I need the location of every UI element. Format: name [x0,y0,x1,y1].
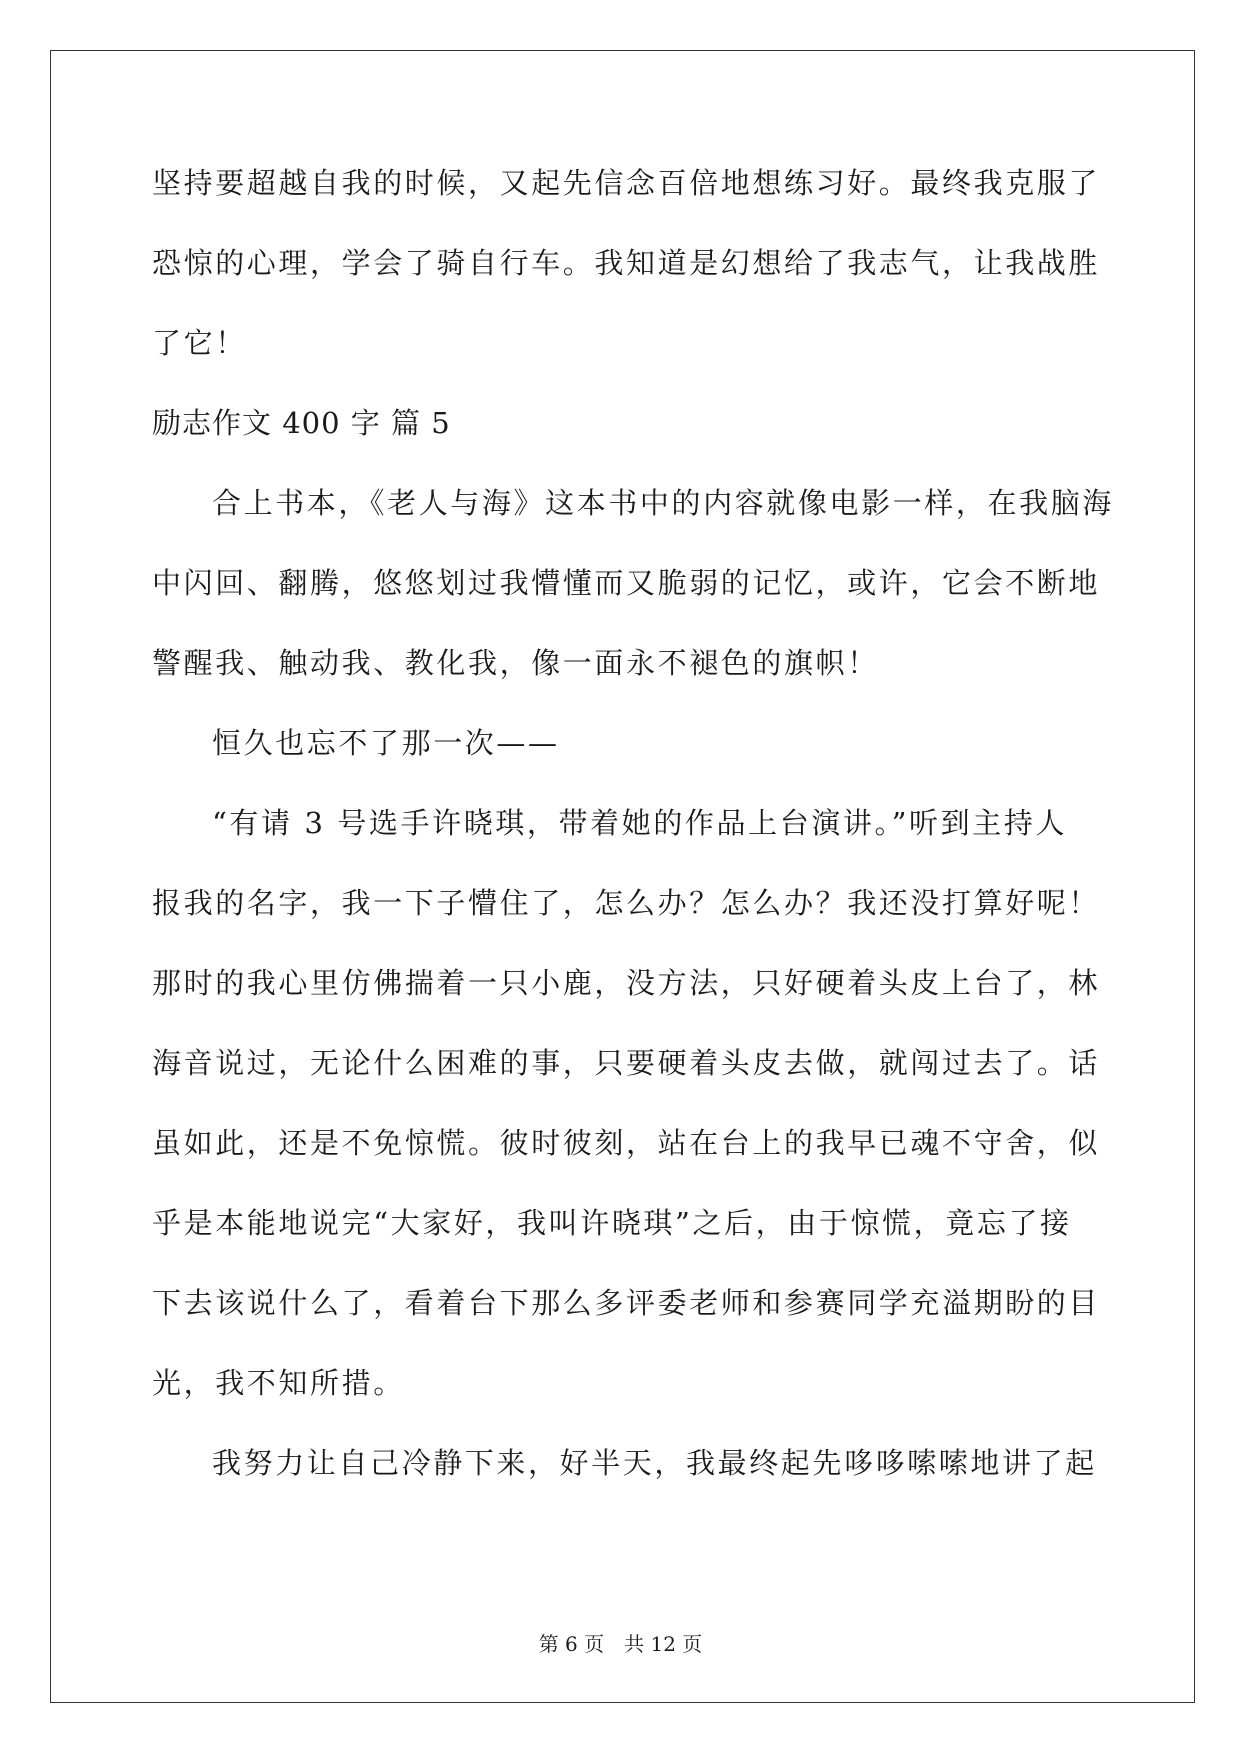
page-footer [0,1628,1241,1657]
text-line: 恐惊的心理，学会了骑自行车。我知道是幻想给了我志气，让我战胜 [152,246,1101,280]
text-line: 下去该说什么了，看着台下那么多评委老师和参赛同学充溢期盼的目 [152,1286,1101,1320]
document-body [152,160,1114,1520]
text-line: 海音说过，无论什么困难的事，只要硬着头皮去做，就闯过去了。话 [152,1046,1101,1080]
page-number: 第 6 页 [538,1632,605,1656]
text-line: 坚持要超越自我的时候，又起先信念百倍地想练习好。最终我克服了 [152,166,1101,200]
section-heading: 励志作文 400 字 篇 5 [152,406,451,440]
paragraph-first-line: 我努力让自己冷静下来，好半天，我最终起先哆哆嗦嗦地讲了起 [212,1446,1097,1480]
paragraph-first-line: 合上书本，《老人与海》这本书中的内容就像电影一样，在我脑海 [212,486,1114,520]
text-line: 中闪回、翻腾，悠悠划过我懵懂而又脆弱的记忆，或许，它会不断地 [152,566,1101,600]
text-line: 虽如此，还是不免惊慌。彼时彼刻，站在台上的我早已魂不守舍，似 [152,1126,1101,1160]
text-line: 乎是本能地说完“大家好，我叫许晓琪”之后，由于惊慌，竟忘了接 [152,1206,1072,1240]
text-line: 了它！ [152,326,247,360]
text-line: 报我的名字，我一下子懵住了，怎么办？怎么办？我还没打算好呢！ [152,886,1101,920]
text-line: 警醒我、触动我、教化我，像一面永不褪色的旗帜！ [152,646,879,680]
paragraph-first-line: “有请 3 号选手许晓琪，带着她的作品上台演讲。”听到主持人 [212,806,1068,840]
page-total: 共 12 页 [624,1632,703,1656]
paragraph-first-line: 恒久也忘不了那一次—— [212,726,560,760]
text-line: 那时的我心里仿佛揣着一只小鹿，没方法，只好硬着头皮上台了，林 [152,966,1101,1000]
text-line: 光，我不知所措。 [152,1366,405,1400]
